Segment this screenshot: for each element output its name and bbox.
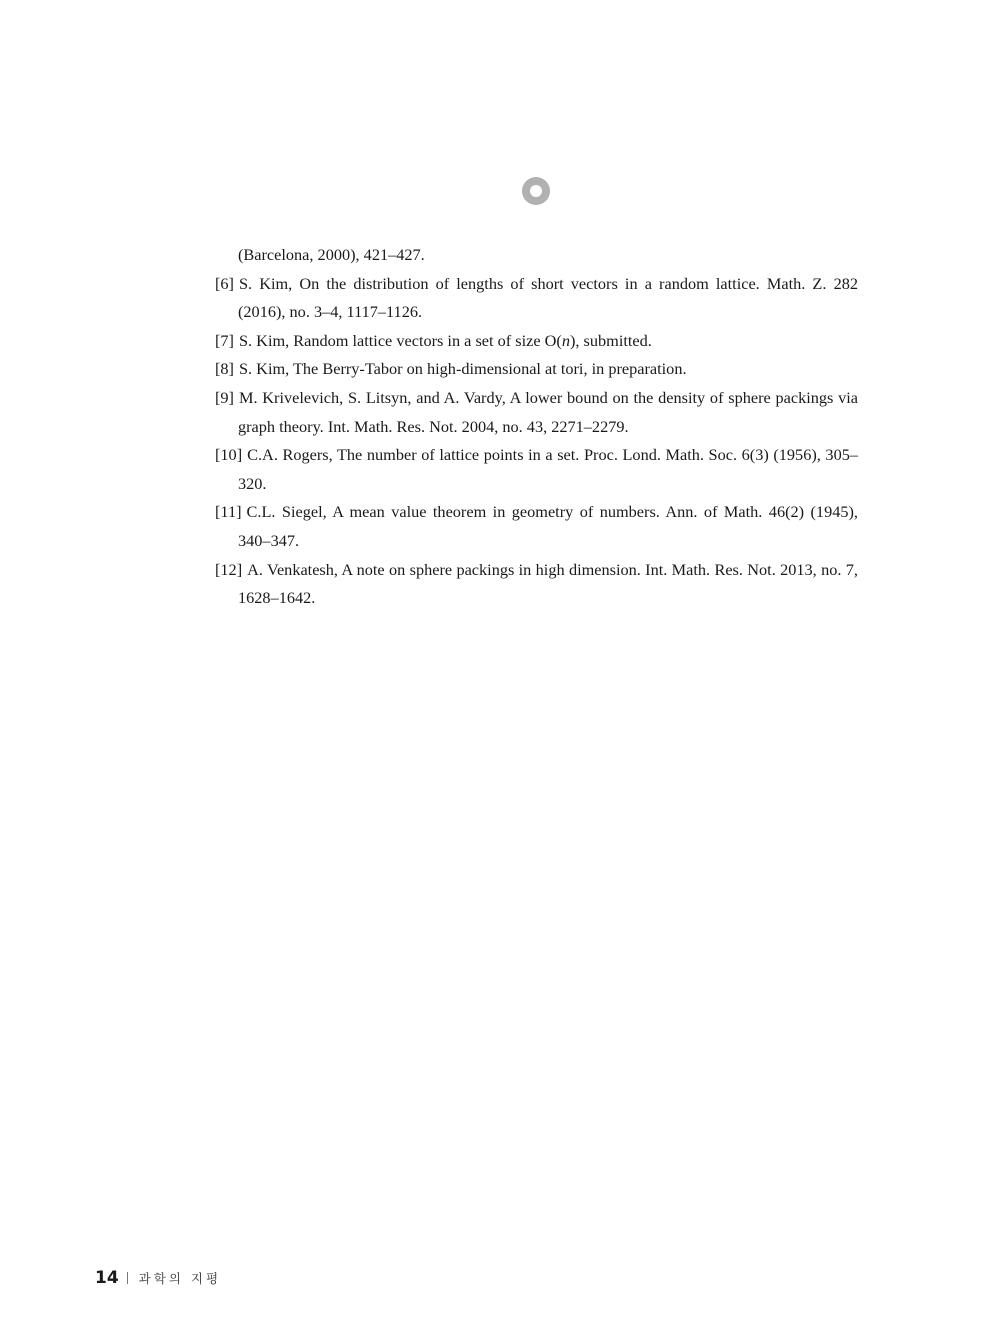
- reference-text: C.A. Rogers, The number of lattice points in a set. Proc. Lond. Math. Soc. 6(3) (1956), 305–320.: [238, 445, 858, 493]
- reference-number: [10]: [215, 445, 243, 465]
- reference-text: S. Kim, On the distribution of lengths of short vectors in a random lattice. Math. Z. 282 (2016), no. 3–4, 1117–1126.: [238, 273, 858, 322]
- reference-9: [215, 384, 858, 441]
- reference-text: A. Venkatesh, A note on sphere packings in high dimension. Int. Math. Res. Not. 2013, no. 7, 1628–1642.: [238, 559, 858, 608]
- footer-divider: [127, 1272, 128, 1284]
- reference-12: [215, 556, 858, 613]
- reference-11: [215, 498, 858, 555]
- reference-text-tail: ), submitted.: [569, 330, 652, 350]
- reference-number: [8]: [215, 359, 234, 379]
- reference-number: [9]: [215, 387, 234, 407]
- reference-number: [7]: [215, 330, 234, 350]
- reference-10: [215, 441, 858, 498]
- page-footer: [95, 1266, 221, 1290]
- header-ring-ornament: [522, 177, 550, 205]
- reference-number: [11]: [215, 502, 242, 522]
- reference-7: [215, 327, 858, 356]
- reference-text: M. Krivelevich, S. Litsyn, and A. Vardy, A lower bound on the density of sphere packings via graph theory. Int. Math. Res. Not. 2004, no. 43, 2271–2279.: [238, 387, 858, 436]
- reference-text: C.L. Siegel, A mean value theorem in geometry of numbers. Ann. of Math. 46(2) (1945), 340–347.: [238, 502, 858, 550]
- page-number: 14: [95, 1268, 119, 1288]
- reference-8: [215, 355, 858, 384]
- reference-list: [215, 241, 858, 613]
- reference-text: S. Kim, The Berry-Tabor on high-dimensional at tori, in preparation.: [238, 359, 687, 379]
- journal-title: 과학의 지평: [138, 1271, 222, 1286]
- reference-number: [12]: [215, 559, 243, 579]
- reference-continuation: (Barcelona, 2000), 421–427.: [238, 245, 425, 264]
- reference-text: S. Kim, Random lattice vectors in a set of size O(: [238, 330, 562, 350]
- reference-6: [215, 270, 858, 327]
- reference-math-variable: n: [561, 330, 570, 350]
- reference-number: [6]: [215, 273, 234, 293]
